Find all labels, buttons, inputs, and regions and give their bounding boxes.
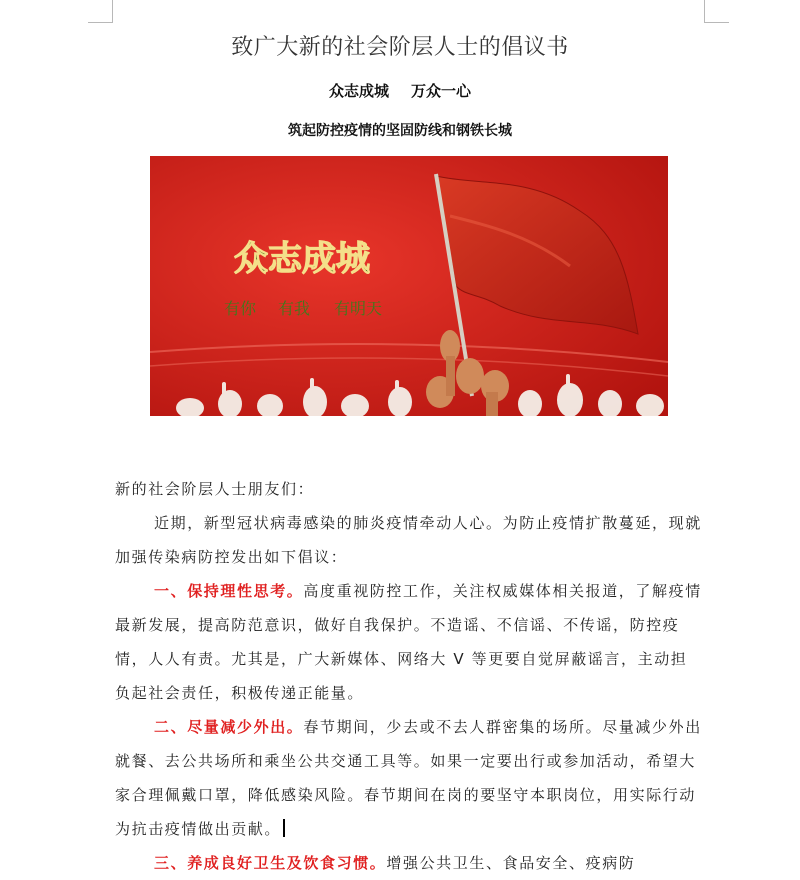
banner-tagline-3: 有明天 bbox=[334, 299, 383, 318]
page-corner-mark-right bbox=[704, 0, 729, 23]
banner-headline: 众志成城 bbox=[234, 239, 370, 279]
subtitle-right: 万众一心 bbox=[411, 82, 472, 100]
salutation: 新的社会阶层人士朋友们： bbox=[115, 480, 315, 498]
document-subtitle bbox=[0, 80, 800, 101]
item-1-heading: 一、保持理性思考。 bbox=[154, 582, 304, 600]
document-subheading: 筑起防控疫情的坚固防线和钢铁长城 bbox=[288, 123, 512, 139]
text-cursor bbox=[283, 819, 285, 837]
banner-image bbox=[150, 156, 668, 416]
item-3-text: 增强公共卫生、食品安全、疫病防 bbox=[386, 854, 636, 872]
item-2-text: 春节期间，少去或不去人群密集的场所。尽量减少外出就餐、去公共场所和乘坐公共交通工具等。如果一定要出行或参加活动，希望大家合理佩戴口罩，降低感染风险。春节期间在岗的要坚守本职岗位，用实际行动为抗击疫情做出贡献。 bbox=[115, 718, 702, 838]
banner-tagline-1: 有你 bbox=[224, 299, 257, 318]
document-body bbox=[115, 472, 703, 880]
banner-tagline-2: 有我 bbox=[278, 299, 311, 318]
item-3-heading: 三、养成良好卫生及饮食习惯。 bbox=[154, 854, 387, 872]
document-title: 致广大新的社会阶层人士的倡议书 bbox=[231, 35, 569, 60]
item-2-paragraph bbox=[115, 710, 703, 846]
subtitle-left: 众志成城 bbox=[328, 82, 389, 100]
page-corner-mark-left bbox=[88, 0, 113, 23]
item-2-heading: 二、尽量减少外出。 bbox=[154, 718, 304, 736]
item-3-paragraph bbox=[115, 846, 703, 880]
item-1-text: 高度重视防控工作，关注权威媒体相关报道，了解疫情最新发展，提高防范意识，做好自我保护。不造谣、不信谣、不传谣，防控疫情，人人有责。尤其是，广大新媒体、网络大 V 等更要自觉屏蔽谣言，主动担负起社会责任，积极传递正能量。 bbox=[115, 582, 702, 702]
item-1-paragraph bbox=[115, 574, 703, 710]
banner-illustration bbox=[150, 156, 668, 416]
intro-paragraph: 近期，新型冠状病毒感染的肺炎疫情牵动人心。为防止疫情扩散蔓延，现就加强传染病防控发出如下倡议： bbox=[115, 514, 702, 566]
